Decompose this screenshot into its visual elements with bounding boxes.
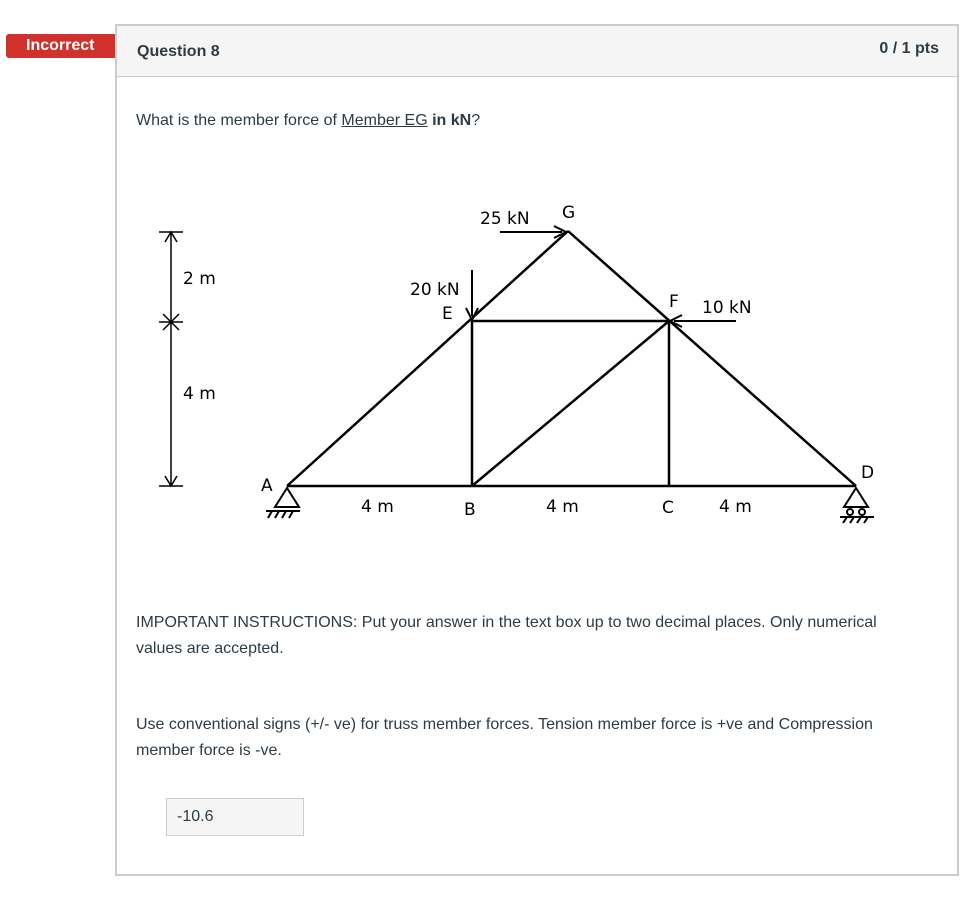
node-label-a: A [261, 476, 273, 496]
status-badge: Incorrect [6, 34, 124, 58]
node-label-b: B [464, 500, 476, 520]
question-prompt: What is the member force of Member EG in kN? [136, 112, 481, 129]
node-label-e: E [442, 304, 453, 324]
instruction-format: IMPORTANT INSTRUCTIONS: Put your answer in the text box up to two decimal places. Only numerical values are accepted. [136, 614, 877, 657]
dim-label-ab: 4 m [361, 497, 394, 517]
dim-label-bottom: 4 m [183, 384, 216, 404]
load-label-e: 20 kN [410, 280, 460, 300]
node-label-f: F [669, 292, 679, 312]
dim-label-bc: 4 m [546, 497, 579, 517]
dim-label-cd: 4 m [719, 497, 752, 517]
node-label-g: G [562, 203, 576, 223]
node-label-c: C [662, 498, 674, 518]
load-label-f: 10 kN [702, 298, 752, 318]
load-label-g: 25 kN [480, 209, 530, 229]
question-title: Question 8 [137, 43, 220, 60]
dim-label-top: 2 m [183, 269, 216, 289]
answer-input[interactable]: -10.6 [166, 798, 304, 836]
question-header [117, 26, 957, 77]
node-label-d: D [861, 463, 875, 483]
question-points: 0 / 1 pts [879, 40, 939, 57]
instruction-sign-convention: Use conventional signs (+/- ve) for truss member forces. Tension member force is +ve and Compression member force is -ve. [136, 716, 873, 759]
member-link: Member EG [341, 112, 428, 129]
